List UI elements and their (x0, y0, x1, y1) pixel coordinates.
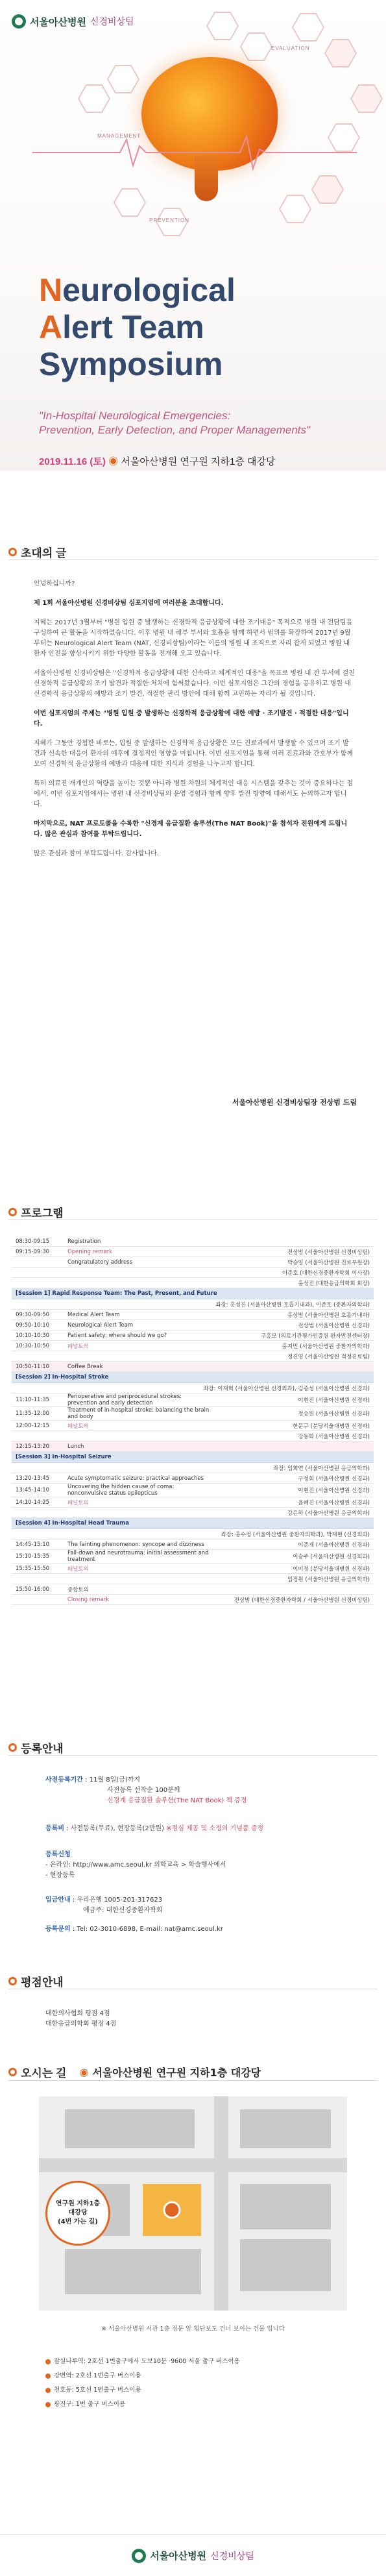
program-speaker: 전상범 (대한신경중환자학회 / 서울아산병원 신경비상팀) (234, 1597, 370, 1604)
directions-venue: 서울아산병원 연구원 지하1층 대강당 (92, 2067, 261, 2079)
hospital-logo (12, 14, 134, 29)
registration-contact: 등록문의 : Tel: 02-3010-6898, E-mail: nat@amc.seoul.kr (45, 1926, 223, 1933)
session-chair: 좌장: 임희연 (서울아산병원 응급의학과) (273, 1465, 370, 1472)
program-row (12, 1441, 374, 1452)
program-row (12, 1431, 374, 1441)
program-title: Fall-down and neurotrauma: initial assessment and treatment (67, 1550, 209, 1563)
program-time: 14:45-15:10 (16, 1541, 50, 1548)
program-row (12, 1473, 374, 1484)
program-time: 09:50-10:10 (16, 1321, 50, 1329)
session-title: [Session 3] In-Hospital Seizure (16, 1454, 112, 1460)
program-session-header (12, 1518, 374, 1529)
program-speaker: 전상범 (서울아산병원 신경비상팀) (287, 1249, 370, 1256)
event-day: (토) (90, 456, 106, 467)
letter-signature: 서울아산병원 신경비상팀장 전상범 드림 (232, 1098, 357, 1107)
program-row (12, 1341, 374, 1351)
hero-banner (0, 0, 386, 471)
program-title: Treatment of in-hospital stroke: balancing the brain and body (67, 1407, 210, 1420)
session-chair-row (12, 1383, 374, 1393)
program-row (12, 1421, 374, 1431)
program-time: 09:15-09:30 (16, 1248, 50, 1255)
section-divider (8, 559, 378, 560)
program-title: 패널토의 (67, 1423, 89, 1430)
program-time: 10:30-10:50 (16, 1342, 50, 1349)
program-time: 11:10-11:35 (16, 1397, 50, 1403)
program-speaker: 이미정 (분당서울대병원 신경과) (293, 1565, 370, 1573)
program-session-header (12, 1452, 374, 1463)
program-row (12, 1574, 374, 1584)
transit-item: 잠실나루역: 2호선 1번출구에서 도보10분 ·9600 서울 출구 버스이용 (45, 2356, 240, 2365)
session-chair: 좌장: 홍수정 (서울아산병원 중환자의학과), 박재현 (신경외과) (221, 1531, 370, 1538)
program-row (12, 1497, 374, 1508)
section-header-program (8, 1204, 64, 1220)
hospital-logo-icon (12, 14, 26, 29)
center-name: 신경비상팀 (90, 16, 134, 27)
program-title: Uncovering the hidden cause of coma: nonconvulsive status epilepticus (67, 1484, 175, 1497)
section-divider (8, 2080, 378, 2081)
letter-paragraph: 마지막으로, NAT 프로토콜을 수록한 "신경계 응급질환 솔루션(The NAT Book)"을 참석자 전원에게 드립니다. 많은 관심과 참여를 부탁드립니다. (34, 820, 348, 838)
program-session-header (12, 1372, 374, 1383)
hospital-name: 서울아산병원 (30, 16, 86, 28)
footer-center-name: 신경비상팀 (210, 2550, 254, 2561)
program-title: 종합토의 (67, 1586, 89, 1593)
title-line-symposium: Symposium (39, 346, 223, 382)
session-title: [Session 2] In-Hospital Stroke (16, 1374, 109, 1380)
program-row (12, 1351, 374, 1362)
program-title: Registration (67, 1238, 101, 1245)
section-bullet-icon (8, 2068, 17, 2076)
session-title: [Session 1] Rapid Response Team: The Past, Present, and Future (16, 1290, 217, 1297)
transit-item: 천호동: 5호선 1번출구 버스이용 (45, 2385, 141, 2394)
program-time: 15:10-15:35 (16, 1553, 50, 1560)
hex-label-management: MANAGEMENT (97, 133, 141, 139)
letter-paragraph: 특히 의료진 개개인의 역량을 높이는 것뿐 아니라 병원 차원의 체계적인 대응 시스템을 갖추는 것이 중요하다는 점에서, 이번 심포지엄에서는 병원 내 신경비상팀의 운영 경험과 함께 향후 발전 방향에 대해서도 논의하고자 합니다. (34, 780, 354, 808)
session-chair-row (12, 1529, 374, 1539)
program-row (12, 1407, 374, 1421)
letter-paragraph: 제 1회 서울아산병원 신경비상팀 심포지엄에 여러분을 초대합니다. (34, 600, 224, 607)
program-row (12, 1508, 374, 1518)
program-session-header (12, 1288, 374, 1299)
event-date-venue (39, 454, 275, 468)
letter-paragraph: 안녕하십니까? (34, 580, 75, 587)
program-row (12, 1320, 374, 1331)
program-title: 패널토의 (67, 1343, 89, 1350)
program-speaker: 이준호 (대한신경중환자학회 이사장) (282, 1270, 370, 1277)
program-time: 15:35-15:50 (16, 1565, 50, 1572)
program-title: Medical Alert Team (67, 1311, 120, 1318)
program-row (12, 1539, 374, 1550)
heart-icon-hex (350, 84, 383, 113)
program-row (12, 1584, 374, 1595)
program-title: Lunch (67, 1443, 84, 1450)
letter-paragraph: 이번 심포지엄의 주제는 "병원 입원 중 발생하는 신경학적 응급상황에 대한 예방 · 조기발견 · 적절한 대응"입니다. (34, 710, 349, 728)
hexagon-decoration (78, 84, 110, 113)
hexagon-decoration (206, 12, 239, 40)
section-bullet-icon (8, 1208, 17, 1216)
program-speaker: 구정회 (서울아산병원 신경과) (298, 1475, 370, 1482)
program-speaker: 강동화 (서울아산병원 신경과) (298, 1433, 370, 1440)
hex-label-evaluation: EVALUATION (271, 45, 310, 51)
directions-note: ※ 서울아산병원 서관 1층 정문 앞 횡단보도 건너 보이는 건물 입니다 (101, 2325, 285, 2333)
program-speaker: 이준재 (서울아산병원 신경과) (298, 1541, 370, 1549)
transit-item: 광진구: 1번 출구 버스이용 (45, 2399, 125, 2408)
program-title: 패널토의 (67, 1499, 89, 1506)
program-time: 13:45-14:10 (16, 1487, 50, 1493)
program-time: 12:00-12:15 (16, 1422, 50, 1429)
section-header-credits (8, 1973, 64, 1989)
event-date: 2019.11.16 (39, 456, 88, 467)
program-row (12, 1393, 374, 1407)
hexagon-decoration (107, 65, 139, 93)
location-pin-icon: ◉ (108, 456, 119, 467)
program-row (12, 1247, 374, 1257)
event-venue: 서울아산병원 연구원 지하1층 대강당 (121, 456, 276, 467)
registration-period: 사전등록기간 : 11월 8일(금)까지 사전등록 선착순 100분께 신경계 응급질환 솔루션(The NAT Book) 책 증정 (45, 1776, 247, 1804)
registration-method: 등록신청 - 온라인: http://www.amc.seoul.kr 의학교육 > 학술행사에서 - 현장등록 (45, 1851, 226, 1879)
program-title: Closing remark (67, 1596, 110, 1603)
program-row (12, 1268, 374, 1278)
hexagon-decoration (240, 32, 272, 61)
program-row (12, 1236, 374, 1247)
program-speaker: 전상범 (서울아산병원 신경과) (298, 1322, 370, 1329)
program-title: Opening remark (67, 1248, 112, 1255)
registration-url-link[interactable]: 온라인: http://www.amc.seoul.kr 의학교육 > 학술행사에서 (49, 1861, 226, 1869)
footer-hospital-name: 서울아산병원 (150, 2551, 207, 2562)
page-footer (0, 2534, 386, 2576)
section-title: 평점안내 (21, 1976, 64, 1989)
program-time: 13:20-13:45 (16, 1475, 50, 1482)
contact-email-link[interactable]: Tel: 02-3010-6898, E-mail: nat@amc.seoul.kr (77, 1926, 223, 1933)
location-pin-icon: ◉ (79, 2066, 89, 2078)
program-speaker: 구홍모 (의료기관평가인증원 환자안전센터장) (260, 1332, 370, 1340)
section-title: 프로그램 (21, 1207, 64, 1220)
program-speaker: 이승주 (서울아산병원 신경외과) (293, 1554, 370, 1560)
program-title: Perioperative and periprocedural strokes: prevention and early detection (67, 1393, 182, 1406)
organ-icon-hex (311, 175, 344, 204)
program-speaker: 박승일 (서울아산병원 진료부원장) (287, 1259, 370, 1266)
program-time: 11:35-12:00 (16, 1410, 50, 1417)
section-title: 오시는 길 (21, 2067, 67, 2079)
map-callout-bubble: 연구원 지하1층 대강당 (4번 가는 길) (45, 2181, 110, 2246)
program-row (12, 1595, 374, 1605)
program-speaker: 홍성진 (대한응급의학회 회장) (298, 1280, 370, 1287)
program-time: 14:10-14:25 (16, 1499, 50, 1506)
program-row (12, 1278, 374, 1288)
program-speaker: 홍상범 (서울아산병원 호흡기내과) (287, 1312, 370, 1319)
pulse-line-decoration (32, 133, 357, 172)
program-speaker: 한문구 (분당서울대병원 신경과) (293, 1423, 370, 1430)
letter-paragraph: 많은 관심과 참여 부탁드립니다. 감사합니다. (34, 850, 159, 857)
registration-fee: 등록비 : 사전등록(무료), 현장등록(2만원) ※점심 제공 및 소정의 기념품 증정 (45, 1825, 264, 1832)
transit-item: 강변역: 2호선 1번출구 버스이용 (45, 2370, 141, 2379)
program-speaker: 정승원 (서울아산병원 신경과) (298, 1411, 370, 1417)
session-chair-row (12, 1463, 374, 1473)
hospital-logo-icon (132, 2549, 146, 2563)
registration-account: 입금안내 : 우리은행 1005-201-317623 예금주: 대한신경중환자학회 (45, 1896, 163, 1914)
program-time: 12:15-13:20 (16, 1443, 50, 1450)
title-line-neurological: Neurological (39, 272, 235, 308)
program-row (12, 1564, 374, 1574)
symposium-subtitle: "In-Hospital Neurological Emergencies: Prevention, Early Detection, and Proper Managements" (39, 410, 311, 436)
section-header-registration (8, 1739, 64, 1756)
program-row (12, 1310, 374, 1320)
session-chair: 좌장: 홍성진 (서울아산병원 호흡기내과), 이준호 (중환자의학과) (215, 1301, 370, 1308)
hexagon-decoration (279, 195, 311, 223)
program-speaker: 이현진 (서울아산병원 신경과) (298, 1397, 370, 1404)
program-row (12, 1484, 374, 1497)
program-time: 09:30-09:50 (16, 1311, 50, 1318)
program-row (12, 1331, 374, 1341)
program-table (12, 1236, 374, 1605)
session-title: [Session 4] In-Hospital Head Trauma (16, 1520, 129, 1527)
credit-info: 대한의사협회 평점 4점 대한응급의학회 평점 4점 (45, 2010, 117, 2028)
program-title: The fainting phenomenon: syncope and dizziness (67, 1541, 204, 1548)
letter-paragraph: 지혜는 2017년 3월부터 "병원 입원 중 발생하는 신경학적 응급상황에 대한 조기대응" 목적으로 병원 내 전담팀을 구성하여 큰 활동을 시작하였습니다. 이후 병원 내 해부 부서와 호흡을 함께 하면서 범위를 확장하여 2017년 9월부터는 Neurological Alert Team (NAT, 신경비상팀)이라는 이름의 병원 내 조직으로 자리 잡게 되었고 병원 내 환자 안전을 향상시키기 위한 다양한 활동을 전개해 오고 있습니다. (34, 619, 353, 657)
section-bullet-icon (8, 548, 17, 556)
program-speaker: 정진영 (서울아산병원 적정진료팀) (287, 1353, 370, 1360)
title-line-alert-team: Alert Team (39, 309, 204, 345)
program-title: Coffee Break (67, 1363, 103, 1370)
program-time: 10:10-10:30 (16, 1332, 50, 1339)
program-speaker: 홍지민 (서울아산병원 중환자의학과) (282, 1343, 370, 1350)
letter-paragraph: 서울아산병원 신경비상팀은 "신경학적 응급상황에 대한 신속하고 체계적인 대응"을 목표로 병원 내 전 부서에 걸친 신경학적 응급상황의 조기 발견과 적절한 처치에 힘써왔습니다. 이번 심포지엄은 그간의 경험을 공유하고 병원 내 신경학적 응급상황의 예방과 조기 발견, 적절한 관리 방안에 대해 함께 고민하는 자리가 될 것입니다. (34, 670, 355, 698)
program-time: 10:50-11:10 (16, 1363, 50, 1370)
program-speaker: 이현진 (서울아산병원 신경과) (298, 1488, 370, 1494)
section-title: 등록안내 (21, 1743, 64, 1755)
lungs-icon-hex (324, 39, 357, 67)
section-header-directions (8, 2064, 261, 2080)
section-header-greeting (8, 544, 66, 560)
hexagon-decoration (114, 188, 146, 217)
program-title: Patient safety: where should we go? (67, 1332, 167, 1339)
section-divider (8, 1755, 378, 1756)
program-title: Neurological Alert Team (67, 1321, 134, 1329)
hex-label-prevention: PREVENTION (149, 217, 190, 223)
section-bullet-icon (8, 1743, 17, 1752)
invitation-letter (34, 579, 355, 868)
letter-paragraph: 지혜가 그동안 경험한 바로는, 입원 중 발생하는 신경학적 응급상황은 모든 진료과에서 발생할 수 있으며 조기 발견과 신속한 대응이 환자의 예후에 결정적인 영향을 미칩니다. 이번 심포지엄을 통해 여러 진료과와 간호부가 함께 모여 신경학적 응급상황의 예방과 대응에 대한 지식과 경험을 나누고자 합니다. (34, 740, 354, 768)
program-speaker: 강은하 (서울아산병원 응급의학과) (287, 1510, 370, 1517)
program-speaker: 임정원 (서울아산병원 응급의학과) (287, 1576, 370, 1583)
session-chair: 좌장: 이재혁 (서울아산병원 신경외과), 김종성 (서울아산병원 신경과) (203, 1385, 370, 1392)
program-row (12, 1257, 374, 1268)
program-time: 15:50-16:00 (16, 1586, 50, 1593)
program-title: 패널토의 (67, 1565, 89, 1573)
program-title: Acute symptomatic seizure: practical approaches (67, 1475, 204, 1482)
program-row (12, 1362, 374, 1372)
hexagon-decoration (292, 13, 324, 42)
session-chair-row (12, 1299, 374, 1310)
program-row (12, 1550, 374, 1564)
section-bullet-icon (8, 1977, 17, 1985)
section-title: 초대의 글 (21, 547, 67, 559)
program-time: 08:30-09:15 (16, 1238, 50, 1245)
program-speaker: 윤혜진 (서울아산병원 신경과) (298, 1499, 370, 1506)
program-title: Congratulatory address (67, 1258, 133, 1266)
